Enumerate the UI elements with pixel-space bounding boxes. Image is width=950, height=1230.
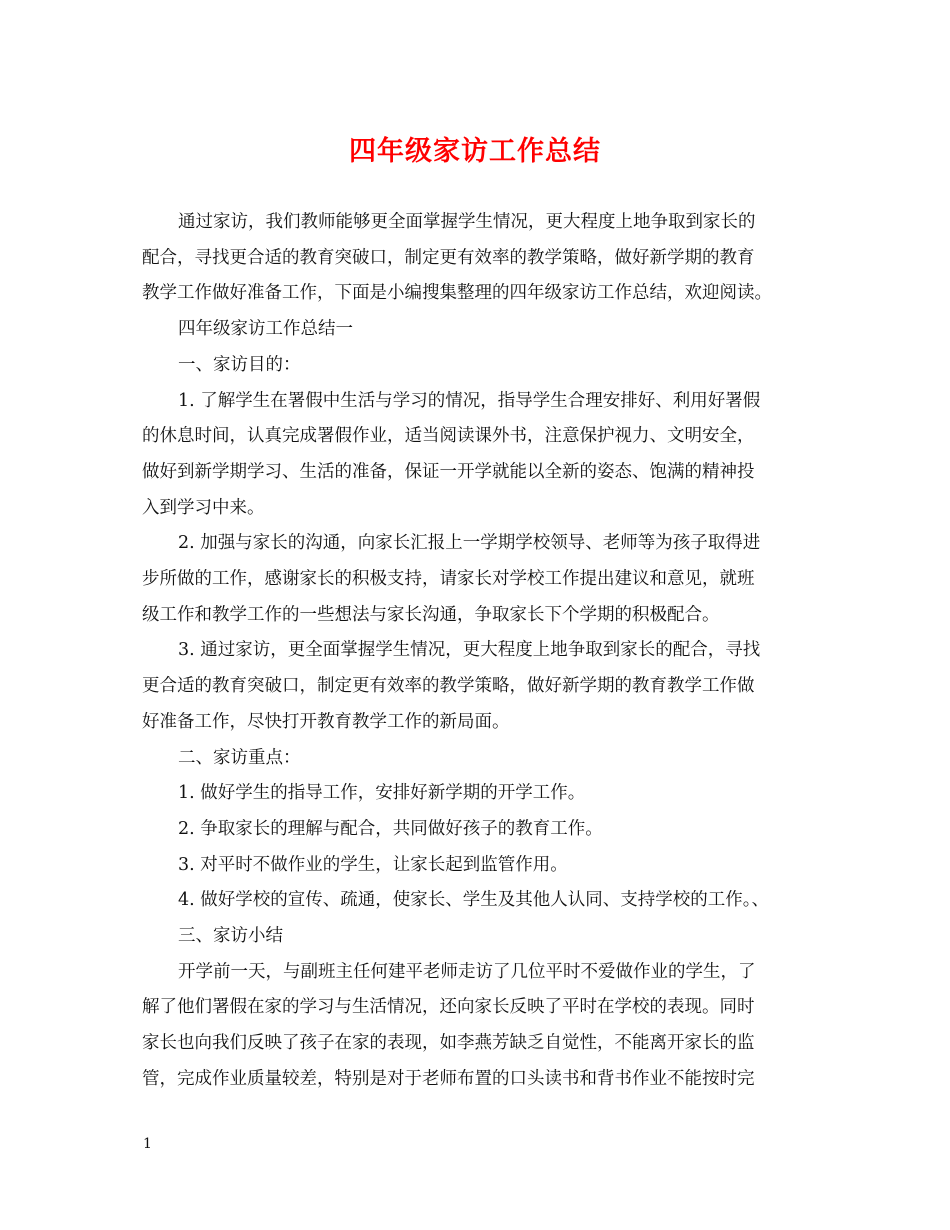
section-heading: 二、家访重点： <box>178 747 301 768</box>
paragraph-line: 级工作和教学工作的一些想法与家长沟通，争取家长下个学期的积极配合。 <box>142 604 720 625</box>
paragraph-line: 步所做的工作，感谢家长的积极支持，请家长对学校工作提出建议和意见，就班 <box>142 569 755 590</box>
list-item: 4. 做好学校的宣传、疏通，使家长、学生及其他人认同、支持学校的工作。、 <box>178 890 770 911</box>
document-body <box>142 205 810 1098</box>
section-heading: 一、家访目的： <box>178 354 301 375</box>
paragraph-line: 管，完成作业质量较差，特别是对于老师布置的口头读书和背书作业不能按时完 <box>142 1068 755 1089</box>
document-title: 四年级家访工作总结 <box>349 136 601 167</box>
paragraph-line: 更合适的教育突破口，制定更有效率的教学策略，做好新学期的教育教学工作做 <box>142 676 755 697</box>
paragraph-line: 家长也向我们反映了孩子在家的表现，如李燕芳缺乏自觉性，不能离开家长的监 <box>142 1033 755 1054</box>
section-subtitle: 四年级家访工作总结一 <box>178 319 353 340</box>
list-item: 3. 对平时不做作业的学生，让家长起到监管作用。 <box>178 854 568 875</box>
paragraph-line: 3. 通过家访，更全面掌握学生情况，更大程度上地争取到家长的配合，寻找 <box>178 640 761 661</box>
paragraph-line: 解了他们署假在家的学习与生活情况，还向家长反映了平时在学校的表现。同时 <box>142 997 755 1018</box>
paragraph-line: 做好到新学期学习、生活的准备，保证一开学就能以全新的姿态、饱满的精神投 <box>142 461 755 482</box>
paragraph-line: 教学工作做好准备工作，下面是小编搜集整理的四年级家访工作总结，欢迎阅读。 <box>142 283 772 304</box>
paragraph-line: 开学前一天，与副班主任何建平老师走访了几位平时不爱做作业的学生，了 <box>178 961 756 982</box>
paragraph-line: 入到学习中来。 <box>142 497 265 518</box>
section-heading: 三、家访小结 <box>178 926 283 947</box>
paragraph-line: 通过家访，我们教师能够更全面掌握学生情况，更大程度上地争取到家长的 <box>178 212 756 232</box>
list-item: 2. 争取家长的理解与配合，共同做好孩子的教育工作。 <box>178 818 603 839</box>
paragraph-line: 配合，寻找更合适的教育突破口，制定更有效率的教学策略，做好新学期的教育 <box>142 247 755 268</box>
list-item: 1. 做好学生的指导工作，安排好新学期的开学工作。 <box>178 783 586 804</box>
paragraph-line: 1. 了解学生在署假中生活与学习的情况，指导学生合理安排好、利用好署假 <box>178 390 761 411</box>
page-number: 1 <box>143 1136 152 1152</box>
paragraph-line: 2. 加强与家长的沟通，向家长汇报上一学期学校领导、老师等为孩子取得进 <box>178 533 761 554</box>
paragraph-line: 好准备工作，尽快打开教育教学工作的新局面。 <box>142 711 510 732</box>
paragraph-line: 的休息时间，认真完成署假作业，适当阅读课外书，注意保护视力、文明安全， <box>142 426 755 447</box>
